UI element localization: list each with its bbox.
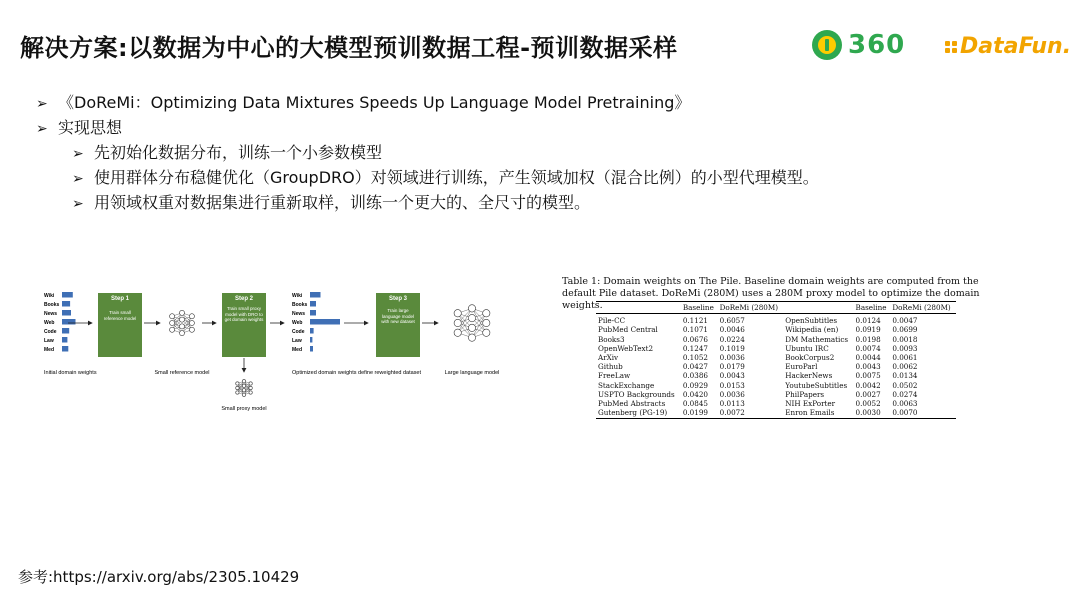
table-cell: 0.0124 — [855, 316, 881, 326]
logo-datafun-text: DataFun. — [960, 34, 1072, 59]
table-body — [596, 314, 956, 419]
page-title: 解决方案:以数据为中心的大模型预训数据工程-预训数据采样 — [20, 34, 678, 62]
step1-body: Train small reference model — [103, 310, 137, 321]
weight-bar — [310, 310, 316, 316]
table-cell: BookCorpus2 — [785, 353, 835, 363]
table-cell: 0.1121 — [682, 316, 708, 326]
weight-bar — [62, 319, 76, 325]
domain-label: Wiki — [44, 293, 55, 299]
table-cell: 0.0274 — [892, 389, 918, 399]
bullet-item — [36, 191, 819, 216]
arrow-bullet-icon: ➢ — [72, 196, 84, 212]
dots-icon — [945, 41, 957, 53]
domain-label: Code — [44, 329, 57, 335]
table-cell: PubMed Abstracts — [598, 399, 666, 409]
small-reference-caption: Small reference model — [154, 370, 210, 376]
table-row — [596, 335, 956, 344]
table-cell: 0.0036 — [719, 353, 745, 363]
table-cell: OpenWebText2 — [598, 343, 654, 353]
bullet-text: 《DoReMi：Optimizing Data Mixtures Speeds Up Language Model Pretraining》 — [58, 93, 691, 112]
doremi-diagram — [44, 288, 514, 418]
table-cell: 0.0063 — [892, 399, 918, 409]
table-row — [596, 399, 956, 408]
bullet-text: 先初始化数据分布，训练一个小参数模型 — [94, 143, 383, 162]
domain-label: Web — [292, 320, 303, 326]
table-cell: YoutubeSubtitles — [785, 380, 848, 390]
bullet-text: 实现思想 — [58, 118, 123, 137]
table-cell: 0.0134 — [892, 371, 918, 381]
table-cell: 0.0072 — [718, 408, 784, 419]
domain-label: Wiki — [292, 293, 303, 299]
table-cell: 0.0676 — [682, 334, 708, 344]
small-proxy-caption: Small proxy model — [221, 406, 267, 412]
neural-network-icon — [170, 310, 195, 335]
domain-label: Code — [292, 329, 305, 335]
bullet-list — [36, 91, 819, 216]
large-model-caption: Large language model — [444, 370, 500, 376]
domain-label: News — [292, 311, 306, 317]
domain-label: News — [44, 311, 58, 317]
bullet-item — [36, 141, 819, 166]
plus-circle-icon — [812, 30, 842, 60]
table-cell: 0.0075 — [855, 371, 881, 381]
table-cell: 0.0061 — [892, 353, 918, 363]
table-cell: USPTO Backgrounds — [598, 389, 675, 399]
domain-weights-table — [596, 301, 956, 419]
table-cell: 0.0093 — [892, 343, 918, 353]
table-cell: FreeLaw — [598, 371, 631, 381]
table-cell: Gutenberg (PG-19) — [596, 408, 681, 419]
table-cell: 0.0036 — [719, 389, 745, 399]
table-row — [596, 362, 956, 371]
table-caption: Table 1: Domain weights on The Pile. Baseline domain weights are computed from the default Pile dataset. DoReMi (280M) uses a 280M proxy model to optimize the domain weights. — [562, 276, 980, 311]
table-header: DoReMi (280M) — [718, 302, 784, 314]
bullet-text: 用领域权重对数据集进行重新取样，训练一个更大的、全尺寸的模型。 — [94, 193, 591, 212]
table-cell: 0.1247 — [682, 343, 708, 353]
table-cell: 0.0420 — [682, 389, 708, 399]
table-cell: 0.0153 — [719, 380, 745, 390]
table-row — [596, 314, 956, 326]
table-cell: 0.0027 — [855, 389, 881, 399]
weight-bar — [62, 337, 67, 343]
table-header: Baseline — [681, 302, 718, 314]
step3-title: Step 3 — [388, 296, 408, 302]
table-cell: 0.0113 — [719, 399, 745, 409]
table-header: Baseline — [854, 302, 891, 314]
table-cell: 0.1019 — [719, 343, 745, 353]
table-cell: 0.0018 — [892, 334, 918, 344]
table-cell: 0.0044 — [855, 353, 881, 363]
step2-body: Train small proxy model with DRO to get domain weights — [224, 306, 264, 322]
domain-label: Med — [292, 347, 302, 353]
table-cell: 0.0062 — [892, 362, 918, 372]
table-row — [596, 408, 956, 419]
table-row — [596, 344, 956, 353]
table-cell: NIH ExPorter — [785, 399, 836, 409]
weight-bar — [62, 292, 73, 298]
domain-label: Books — [292, 302, 308, 308]
table-cell: StackExchange — [598, 380, 655, 390]
initial-weights-caption: Initial domain weights — [44, 370, 97, 376]
table-cell: 0.0929 — [682, 380, 708, 390]
reference-footer: 参考:https://arxiv.org/abs/2305.10429 — [18, 568, 300, 586]
table-cell: 0.0046 — [719, 325, 745, 335]
table-cell: 0.0386 — [682, 371, 708, 381]
weight-bar — [62, 346, 68, 352]
table-row — [596, 325, 956, 334]
table-cell: DM Mathematics — [785, 334, 849, 344]
bullet-item — [36, 116, 819, 141]
arrow-bullet-icon: ➢ — [72, 171, 84, 187]
domain-label: Law — [44, 338, 54, 344]
weight-bar — [310, 328, 314, 334]
domain-label: Med — [44, 347, 54, 353]
table-cell: 0.0047 — [892, 316, 918, 326]
table-cell: 0.0074 — [855, 343, 881, 353]
table-cell: HackerNews — [785, 371, 833, 381]
table-cell: 0.0845 — [682, 399, 708, 409]
table-cell: 0.0502 — [892, 380, 918, 390]
table-header: DoReMi (280M) — [890, 302, 956, 314]
table-cell: 0.1071 — [682, 325, 708, 335]
table-cell: Books3 — [598, 334, 625, 344]
weight-bar — [62, 301, 70, 307]
table-cell: Ubuntu IRC — [785, 343, 829, 353]
bullet-text: 使用群体分布稳健优化（GroupDRO）对领域进行训练，产生领域加权（混合比例）的小型代理模型。 — [94, 168, 819, 187]
step2-title: Step 2 — [234, 296, 254, 302]
table-cell: OpenSubtitles — [785, 316, 838, 326]
table-cell: 0.0699 — [892, 325, 918, 335]
neural-network-icon — [454, 305, 490, 342]
weight-bar — [310, 301, 316, 307]
weight-bar — [310, 346, 313, 352]
table-cell: 0.6057 — [719, 316, 745, 326]
table-cell: 0.0043 — [855, 362, 881, 372]
table-cell: 0.0042 — [855, 380, 881, 390]
initial-weights-chart — [44, 292, 76, 353]
logo-datafun — [945, 34, 1071, 59]
weight-bar — [310, 337, 312, 343]
table-row — [596, 390, 956, 399]
table-row — [596, 353, 956, 362]
table-cell: 0.0199 — [681, 408, 718, 419]
optimized-weights-chart — [292, 292, 340, 353]
table-cell: ArXiv — [598, 353, 619, 363]
table-row — [596, 371, 956, 380]
weight-bar — [62, 310, 71, 316]
optimized-weights-caption: Optimized domain weights define reweighted dataset — [292, 370, 422, 376]
table-row — [596, 381, 956, 390]
logo-360-text: 360 — [848, 30, 906, 60]
table-header-row — [596, 302, 956, 314]
table-cell: 0.0224 — [719, 334, 745, 344]
weight-bar — [310, 319, 340, 325]
arrow-bullet-icon: ➢ — [36, 121, 48, 137]
weight-bar — [310, 292, 321, 298]
table-cell: Github — [598, 362, 623, 372]
table-cell: Wikipedia (en) — [785, 325, 839, 335]
table-cell: PubMed Central — [598, 325, 658, 335]
arrow-bullet-icon: ➢ — [36, 96, 48, 112]
table-cell: PhilPapers — [785, 389, 825, 399]
step1-title: Step 1 — [110, 296, 130, 302]
table-cell: 0.0052 — [855, 399, 881, 409]
domain-label: Law — [292, 338, 302, 344]
logo-360 — [812, 30, 905, 60]
table-header — [596, 302, 681, 314]
table-cell: 0.0919 — [855, 325, 881, 335]
table-cell: EuroParl — [785, 362, 818, 372]
table-cell: 0.0030 — [854, 408, 891, 419]
table-cell: 0.0043 — [719, 371, 745, 381]
step3-body: Train large language model with new dataset — [381, 308, 415, 324]
table-cell: 0.0198 — [855, 334, 881, 344]
neural-network-icon — [236, 380, 253, 397]
table-cell: Pile-CC — [598, 316, 626, 326]
table-cell: 0.0070 — [890, 408, 956, 419]
table-cell: 0.0427 — [682, 362, 708, 372]
bullet-item — [36, 166, 819, 191]
domain-label: Books — [44, 302, 60, 308]
arrow-bullet-icon: ➢ — [72, 146, 84, 162]
domain-label: Web — [44, 320, 55, 326]
table-header — [783, 302, 853, 314]
bullet-item — [36, 91, 819, 116]
table-cell: Enron Emails — [783, 408, 853, 419]
table-cell: 0.0179 — [719, 362, 745, 372]
weight-bar — [62, 328, 69, 334]
table-cell: 0.1052 — [682, 353, 708, 363]
